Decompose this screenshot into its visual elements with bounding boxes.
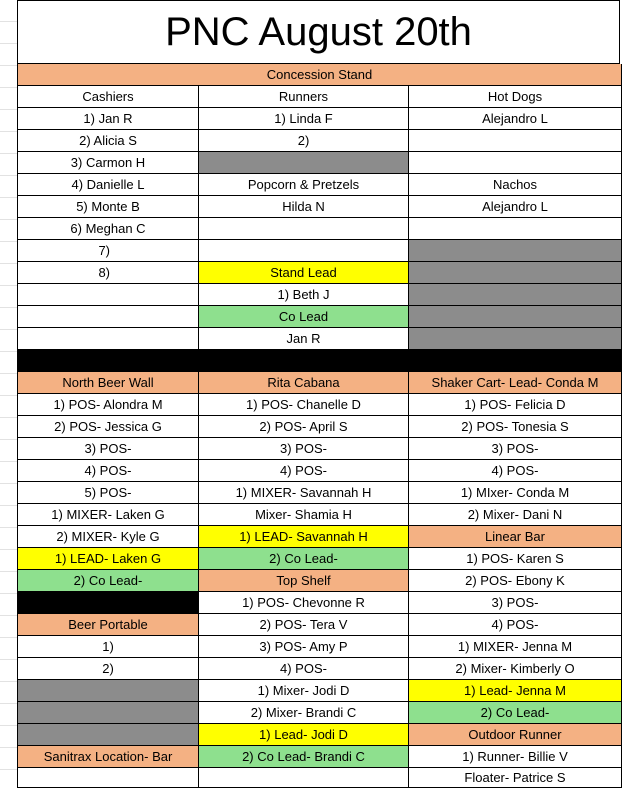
cell[interactable]: 2) Alicia S xyxy=(17,130,199,152)
table-row xyxy=(17,592,622,614)
cell[interactable] xyxy=(409,240,622,262)
cell[interactable]: 3) POS- Amy P xyxy=(199,636,409,658)
table-row xyxy=(17,504,622,526)
cell[interactable]: North Beer Wall xyxy=(17,372,199,394)
cell[interactable]: Hot Dogs xyxy=(409,86,622,108)
table-row xyxy=(17,438,622,460)
cell[interactable]: 1) POS- Karen S xyxy=(409,548,622,570)
cell[interactable]: Stand Lead xyxy=(199,262,409,284)
table-row xyxy=(17,680,622,702)
cell[interactable]: 1) Jan R xyxy=(17,108,199,130)
cell[interactable]: 2) POS- Jessica G xyxy=(17,416,199,438)
cell[interactable]: 2) Mixer- Kimberly O xyxy=(409,658,622,680)
table-row xyxy=(17,262,622,284)
cell[interactable]: Co Lead xyxy=(199,306,409,328)
cell[interactable] xyxy=(17,592,199,614)
cell[interactable] xyxy=(409,262,622,284)
cell[interactable]: 2) xyxy=(17,658,199,680)
cell[interactable]: 2) Co Lead- xyxy=(17,570,199,592)
table-row xyxy=(17,218,622,240)
cell[interactable] xyxy=(409,328,622,350)
cell[interactable]: Nachos xyxy=(409,174,622,196)
cell[interactable]: 1) POS- Felicia D xyxy=(409,394,622,416)
spreadsheet xyxy=(17,0,622,788)
cell[interactable] xyxy=(409,306,622,328)
cell[interactable]: 1) MIXER- Jenna M xyxy=(409,636,622,658)
cell[interactable] xyxy=(17,284,199,306)
cell[interactable]: 1) Runner- Billie V xyxy=(409,746,622,768)
cell[interactable]: 1) Lead- Jenna M xyxy=(409,680,622,702)
cell[interactable]: Cashiers xyxy=(17,86,199,108)
cell[interactable]: 1) POS- Chevonne R xyxy=(199,592,409,614)
cell[interactable]: 2) Mixer- Dani N xyxy=(409,504,622,526)
table-row xyxy=(17,702,622,724)
cell[interactable]: 5) Monte B xyxy=(17,196,199,218)
cell[interactable]: 1) POS- Chanelle D xyxy=(199,394,409,416)
cell[interactable] xyxy=(17,702,199,724)
cell[interactable]: Alejandro L xyxy=(409,196,622,218)
cell[interactable]: 1) Beth J xyxy=(199,284,409,306)
table-row xyxy=(17,636,622,658)
cell[interactable]: 3) POS- xyxy=(17,438,199,460)
cell[interactable]: 3) POS- xyxy=(409,592,622,614)
table-row xyxy=(17,306,622,328)
cell[interactable]: Alejandro L xyxy=(409,108,622,130)
table-row xyxy=(17,328,622,350)
cell[interactable]: 1) MIXER- Savannah H xyxy=(199,482,409,504)
cell[interactable]: 4) POS- xyxy=(199,460,409,482)
table-row xyxy=(17,240,622,262)
divider-cell[interactable] xyxy=(17,350,622,372)
cell[interactable]: 1) Mixer- Jodi D xyxy=(199,680,409,702)
table-row xyxy=(17,460,622,482)
cell[interactable]: Shaker Cart- Lead- Conda M xyxy=(409,372,622,394)
cell[interactable]: 1) POS- Alondra M xyxy=(17,394,199,416)
cell[interactable]: 5) POS- xyxy=(17,482,199,504)
cell[interactable] xyxy=(199,152,409,174)
cell[interactable]: Hilda N xyxy=(199,196,409,218)
cell[interactable]: Outdoor Runner xyxy=(409,724,622,746)
cell[interactable]: 4) Danielle L xyxy=(17,174,199,196)
cell[interactable]: Jan R xyxy=(199,328,409,350)
cell[interactable] xyxy=(199,218,409,240)
cell[interactable]: 8) xyxy=(17,262,199,284)
cell[interactable]: Sanitrax Location- Bar xyxy=(17,746,199,768)
table-row xyxy=(17,130,622,152)
cell[interactable] xyxy=(17,328,199,350)
cell[interactable]: 1) LEAD- Savannah H xyxy=(199,526,409,548)
cell[interactable] xyxy=(409,130,622,152)
table-row xyxy=(17,394,622,416)
table-row xyxy=(17,108,622,130)
concession-header[interactable]: Concession Stand xyxy=(17,64,622,86)
cell[interactable] xyxy=(409,218,622,240)
cell[interactable]: 1) MIxer- Conda M xyxy=(409,482,622,504)
cell[interactable]: 4) POS- xyxy=(409,460,622,482)
cell[interactable]: 1) MIXER- Laken G xyxy=(17,504,199,526)
cell[interactable]: 2) Co Lead- xyxy=(409,702,622,724)
cell[interactable]: Beer Portable xyxy=(17,614,199,636)
cell[interactable]: 1) Lead- Jodi D xyxy=(199,724,409,746)
cell[interactable]: 2) MIXER- Kyle G xyxy=(17,526,199,548)
cell[interactable] xyxy=(17,680,199,702)
cell[interactable]: Runners xyxy=(199,86,409,108)
cell[interactable] xyxy=(17,768,199,788)
table-row xyxy=(17,724,622,746)
cell[interactable] xyxy=(409,152,622,174)
cell[interactable]: Popcorn & Pretzels xyxy=(199,174,409,196)
cell[interactable]: 2) Co Lead- Brandi C xyxy=(199,746,409,768)
table-row xyxy=(17,86,622,108)
table-row xyxy=(17,658,622,680)
table-row xyxy=(17,768,622,788)
table-row xyxy=(17,152,622,174)
cell[interactable]: 2) xyxy=(199,130,409,152)
cell[interactable]: Floater- Patrice S xyxy=(409,768,622,788)
concession-header-row xyxy=(17,64,622,86)
cell[interactable]: Top Shelf xyxy=(199,570,409,592)
table-row xyxy=(17,570,622,592)
cell[interactable]: 1) LEAD- Laken G xyxy=(17,548,199,570)
table-row xyxy=(17,482,622,504)
cell[interactable]: 4) POS- xyxy=(409,614,622,636)
table-row xyxy=(17,196,622,218)
table-row xyxy=(17,526,622,548)
cell[interactable]: 2) Co Lead- xyxy=(199,548,409,570)
cell[interactable] xyxy=(409,284,622,306)
table-row xyxy=(17,746,622,768)
cell[interactable]: 3) POS- xyxy=(409,438,622,460)
cell[interactable]: 4) POS- xyxy=(199,658,409,680)
cell[interactable]: 2) POS- Tera V xyxy=(199,614,409,636)
cell[interactable] xyxy=(17,306,199,328)
page-title[interactable]: PNC August 20th xyxy=(17,0,620,64)
table-row xyxy=(17,614,622,636)
cell[interactable] xyxy=(199,768,409,788)
cell[interactable]: 3) Carmon H xyxy=(17,152,199,174)
cell[interactable] xyxy=(17,724,199,746)
cell[interactable]: 6) Meghan C xyxy=(17,218,199,240)
cell[interactable] xyxy=(199,240,409,262)
cell[interactable]: 1) Linda F xyxy=(199,108,409,130)
cell[interactable]: 2) Mixer- Brandi C xyxy=(199,702,409,724)
cell[interactable]: 4) POS- xyxy=(17,460,199,482)
cell[interactable]: 7) xyxy=(17,240,199,262)
cell[interactable]: Rita Cabana xyxy=(199,372,409,394)
cell[interactable]: Mixer- Shamia H xyxy=(199,504,409,526)
cell[interactable]: 2) POS- Tonesia S xyxy=(409,416,622,438)
table-row xyxy=(17,548,622,570)
table-row xyxy=(17,174,622,196)
cell[interactable]: 2) POS- April S xyxy=(199,416,409,438)
table-row xyxy=(17,416,622,438)
sheet-gutter xyxy=(0,0,17,788)
cell[interactable]: 3) POS- xyxy=(199,438,409,460)
cell[interactable]: 2) POS- Ebony K xyxy=(409,570,622,592)
cell[interactable]: Linear Bar xyxy=(409,526,622,548)
cell[interactable]: 1) xyxy=(17,636,199,658)
table-row xyxy=(17,284,622,306)
table-row xyxy=(17,372,622,394)
divider-row xyxy=(17,350,622,372)
